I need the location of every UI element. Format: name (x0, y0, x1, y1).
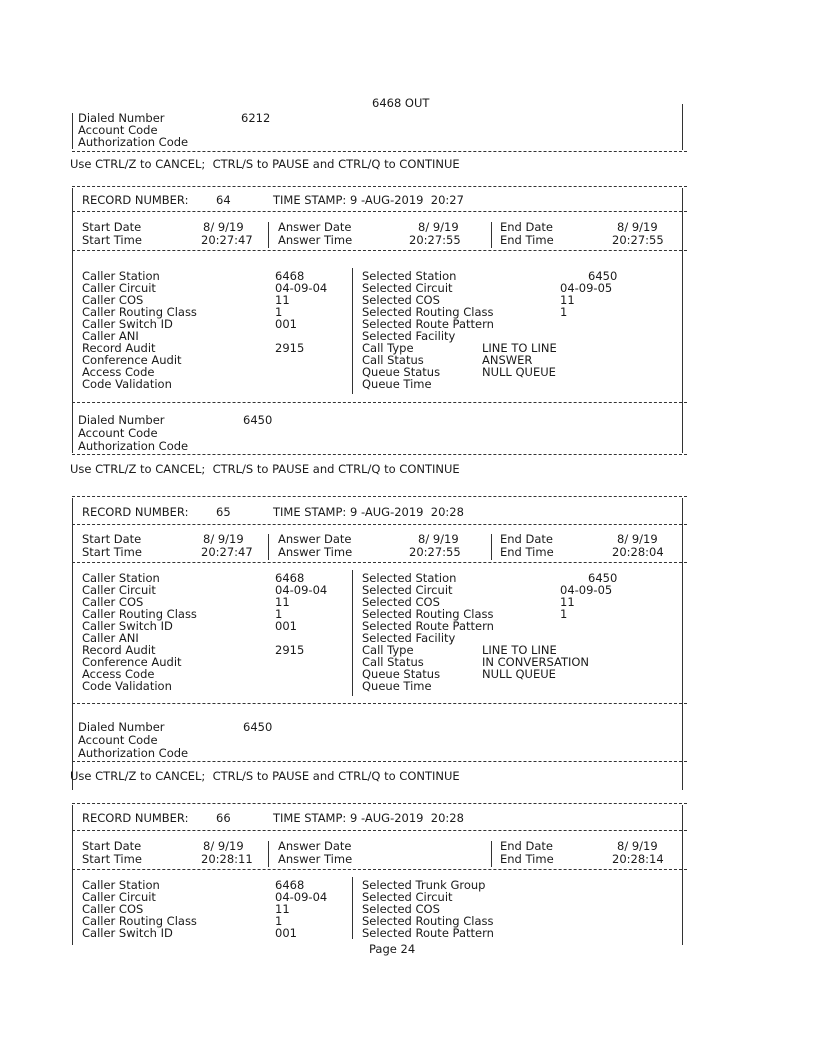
conference-audit-label: Conference Audit (82, 353, 182, 367)
record-audit-value: 2915 (275, 341, 305, 355)
caller-cos-value: 11 (275, 902, 290, 916)
column-separator (352, 570, 353, 696)
selected-routing-class-label: Selected Routing Class (362, 305, 494, 319)
end-time-label: End Time (500, 545, 554, 559)
divider (72, 761, 687, 762)
selected-route-pattern-label: Selected Route Pattern (362, 317, 494, 331)
column-separator (491, 841, 492, 867)
left-border (72, 188, 73, 453)
answer-time-label: Answer Time (278, 852, 353, 866)
divider (72, 402, 687, 403)
selected-station-label: Selected Station (362, 571, 457, 585)
top-auth-label: Authorization Code (78, 135, 189, 149)
caller-routing-class-value: 1 (275, 607, 283, 621)
record-number-label: RECORD NUMBER: (82, 193, 189, 207)
account-code-label: Account Code (78, 426, 158, 440)
end-date-label: End Date (500, 532, 553, 546)
caller-cos-label: Caller COS (82, 293, 144, 307)
record-audit-label: Record Audit (82, 643, 156, 657)
caller-routing-class-label: Caller Routing Class (82, 914, 197, 928)
cancel-line: Use CTRL/Z to CANCEL; CTRL/S to PAUSE and CTRL/Q to CONTINUE (70, 462, 460, 476)
selected-circuit-label: Selected Circuit (362, 890, 453, 904)
dialed-number-label: Dialed Number (78, 720, 165, 734)
answer-date-value: 8/ 9/19 (418, 532, 459, 546)
start-date-label: Start Date (82, 839, 142, 853)
queue-status-value: NULL QUEUE (482, 667, 556, 681)
caller-station-label: Caller Station (82, 571, 160, 585)
column-separator (491, 222, 492, 248)
column-separator (352, 268, 353, 394)
divider (72, 211, 687, 212)
page-number: Page 24 (369, 942, 416, 956)
selected-route-pattern-label: Selected Route Pattern (362, 619, 494, 633)
caller-routing-class-label: Caller Routing Class (82, 305, 197, 319)
selected-trunk-group-label: Selected Trunk Group (362, 878, 486, 892)
caller-circuit-label: Caller Circuit (82, 281, 156, 295)
call-status-value: ANSWER (482, 353, 533, 367)
selected-facility-label: Selected Facility (362, 631, 456, 645)
right-border (682, 104, 683, 150)
call-status-label: Call Status (362, 353, 424, 367)
end-date-label: End Date (500, 220, 553, 234)
cancel-line: Use CTRL/Z to CANCEL; CTRL/S to PAUSE and CTRL/Q to CONTINUE (70, 769, 460, 783)
answer-time-value: 20:27:55 (409, 233, 461, 247)
record-number-value: 64 (216, 193, 231, 207)
answer-date-label: Answer Date (278, 839, 352, 853)
start-time-value: 20:27:47 (201, 233, 253, 247)
end-date-value: 8/ 9/19 (617, 532, 658, 546)
end-time-value: 20:28:14 (612, 852, 664, 866)
end-time-value: 20:28:04 (612, 545, 664, 559)
column-separator (268, 534, 269, 560)
selected-circuit-value: 04-09-05 (560, 281, 613, 295)
top-dialed-value: 6212 (241, 111, 271, 125)
selected-cos-value: 11 (560, 293, 575, 307)
start-time-value: 20:27:47 (201, 545, 253, 559)
record-number-value: 65 (216, 505, 231, 519)
caller-switch-id-value: 001 (275, 926, 297, 940)
time-stamp-label: TIME STAMP: (273, 193, 347, 207)
queue-status-value: NULL QUEUE (482, 365, 556, 379)
divider (72, 496, 687, 497)
start-time-label: Start Time (82, 233, 142, 247)
top-account-label: Account Code (78, 123, 158, 137)
caller-circuit-value: 04-09-04 (275, 281, 328, 295)
record-audit-label: Record Audit (82, 341, 156, 355)
left-border (72, 113, 73, 149)
divider (72, 250, 687, 251)
answer-time-label: Answer Time (278, 545, 353, 559)
end-date-value: 8/ 9/19 (617, 220, 658, 234)
caller-switch-id-label: Caller Switch ID (82, 317, 173, 331)
account-code-label: Account Code (78, 733, 158, 747)
answer-date-label: Answer Date (278, 220, 352, 234)
selected-circuit-value: 04-09-05 (560, 583, 613, 597)
call-type-label: Call Type (362, 341, 414, 355)
answer-date-value: 8/ 9/19 (418, 220, 459, 234)
selected-station-label: Selected Station (362, 269, 457, 283)
caller-station-value: 6468 (275, 878, 305, 892)
column-separator (491, 534, 492, 560)
access-code-label: Access Code (82, 365, 155, 379)
authorization-code-label: Authorization Code (78, 746, 189, 760)
end-date-label: End Date (500, 839, 553, 853)
selected-cos-value: 11 (560, 595, 575, 609)
column-separator (268, 841, 269, 867)
left-border (72, 805, 73, 945)
start-time-label: Start Time (82, 852, 142, 866)
queue-time-label: Queue Time (362, 679, 432, 693)
end-time-label: End Time (500, 233, 554, 247)
divider (72, 151, 687, 152)
divider (72, 803, 687, 804)
caller-station-value: 6468 (275, 269, 305, 283)
column-separator (352, 877, 353, 939)
right-border (682, 498, 683, 790)
selected-routing-class-value: 1 (560, 607, 568, 621)
divider (72, 830, 687, 831)
column-separator (268, 222, 269, 248)
caller-cos-label: Caller COS (82, 902, 144, 916)
selected-route-pattern-label: Selected Route Pattern (362, 926, 494, 940)
selected-station-value: 6450 (588, 571, 618, 585)
call-type-value: LINE TO LINE (482, 643, 557, 657)
time-stamp-value: 9 -AUG-2019 20:27 (350, 193, 464, 207)
end-time-value: 20:27:55 (612, 233, 664, 247)
time-stamp-value: 9 -AUG-2019 20:28 (350, 811, 464, 825)
caller-circuit-value: 04-09-04 (275, 583, 328, 597)
caller-cos-label: Caller COS (82, 595, 144, 609)
caller-switch-id-value: 001 (275, 619, 297, 633)
divider (72, 524, 687, 525)
right-border (682, 188, 683, 453)
caller-switch-id-label: Caller Switch ID (82, 619, 173, 633)
divider (72, 454, 687, 455)
conference-audit-label: Conference Audit (82, 655, 182, 669)
time-stamp-value: 9 -AUG-2019 20:28 (350, 505, 464, 519)
dialed-number-label: Dialed Number (78, 413, 165, 427)
selected-routing-class-label: Selected Routing Class (362, 607, 494, 621)
caller-cos-value: 11 (275, 293, 290, 307)
call-status-label: Call Status (362, 655, 424, 669)
divider (72, 703, 687, 704)
left-border (72, 498, 73, 790)
caller-station-label: Caller Station (82, 269, 160, 283)
divider (72, 562, 687, 563)
top-dialed-label: Dialed Number (78, 111, 165, 125)
record-number-label: RECORD NUMBER: (82, 811, 189, 825)
time-stamp-label: TIME STAMP: (273, 505, 347, 519)
caller-station-label: Caller Station (82, 878, 160, 892)
divider (72, 869, 687, 870)
queue-time-label: Queue Time (362, 377, 432, 391)
caller-cos-value: 11 (275, 595, 290, 609)
code-validation-label: Code Validation (82, 679, 172, 693)
time-stamp-label: TIME STAMP: (273, 811, 347, 825)
caller-routing-class-value: 1 (275, 914, 283, 928)
selected-cos-label: Selected COS (362, 293, 440, 307)
caller-circuit-label: Caller Circuit (82, 890, 156, 904)
record-audit-value: 2915 (275, 643, 305, 657)
start-date-label: Start Date (82, 532, 142, 546)
selected-facility-label: Selected Facility (362, 329, 456, 343)
caller-switch-id-value: 001 (275, 317, 297, 331)
dialed-number-value: 6450 (243, 413, 273, 427)
cancel-line: Use CTRL/Z to CANCEL; CTRL/S to PAUSE and CTRL/Q to CONTINUE (70, 157, 460, 171)
code-validation-label: Code Validation (82, 377, 172, 391)
caller-routing-class-value: 1 (275, 305, 283, 319)
access-code-label: Access Code (82, 667, 155, 681)
answer-time-value: 20:27:55 (409, 545, 461, 559)
selected-station-value: 6450 (588, 269, 618, 283)
answer-time-label: Answer Time (278, 233, 353, 247)
call-type-label: Call Type (362, 643, 414, 657)
selected-routing-class-label: Selected Routing Class (362, 914, 494, 928)
page-header: 6468 OUT (372, 96, 430, 110)
start-time-value: 20:28:11 (201, 852, 253, 866)
call-status-value: IN CONVERSATION (482, 655, 590, 669)
caller-ani-label: Caller ANI (82, 329, 139, 343)
call-type-value: LINE TO LINE (482, 341, 557, 355)
selected-cos-label: Selected COS (362, 595, 440, 609)
caller-routing-class-label: Caller Routing Class (82, 607, 197, 621)
start-date-label: Start Date (82, 220, 142, 234)
start-date-value: 8/ 9/19 (203, 532, 244, 546)
record-number-value: 66 (216, 811, 231, 825)
right-border (682, 805, 683, 945)
selected-circuit-label: Selected Circuit (362, 583, 453, 597)
selected-circuit-label: Selected Circuit (362, 281, 453, 295)
caller-circuit-value: 04-09-04 (275, 890, 328, 904)
selected-routing-class-value: 1 (560, 305, 568, 319)
record-number-label: RECORD NUMBER: (82, 505, 189, 519)
authorization-code-label: Authorization Code (78, 439, 189, 453)
queue-status-label: Queue Status (362, 365, 441, 379)
end-time-label: End Time (500, 852, 554, 866)
caller-switch-id-label: Caller Switch ID (82, 926, 173, 940)
end-date-value: 8/ 9/19 (617, 839, 658, 853)
queue-status-label: Queue Status (362, 667, 441, 681)
start-time-label: Start Time (82, 545, 142, 559)
divider (72, 186, 687, 187)
answer-date-label: Answer Date (278, 532, 352, 546)
caller-ani-label: Caller ANI (82, 631, 139, 645)
start-date-value: 8/ 9/19 (203, 839, 244, 853)
start-date-value: 8/ 9/19 (203, 220, 244, 234)
selected-cos-label: Selected COS (362, 902, 440, 916)
caller-station-value: 6468 (275, 571, 305, 585)
caller-circuit-label: Caller Circuit (82, 583, 156, 597)
dialed-number-value: 6450 (243, 720, 273, 734)
